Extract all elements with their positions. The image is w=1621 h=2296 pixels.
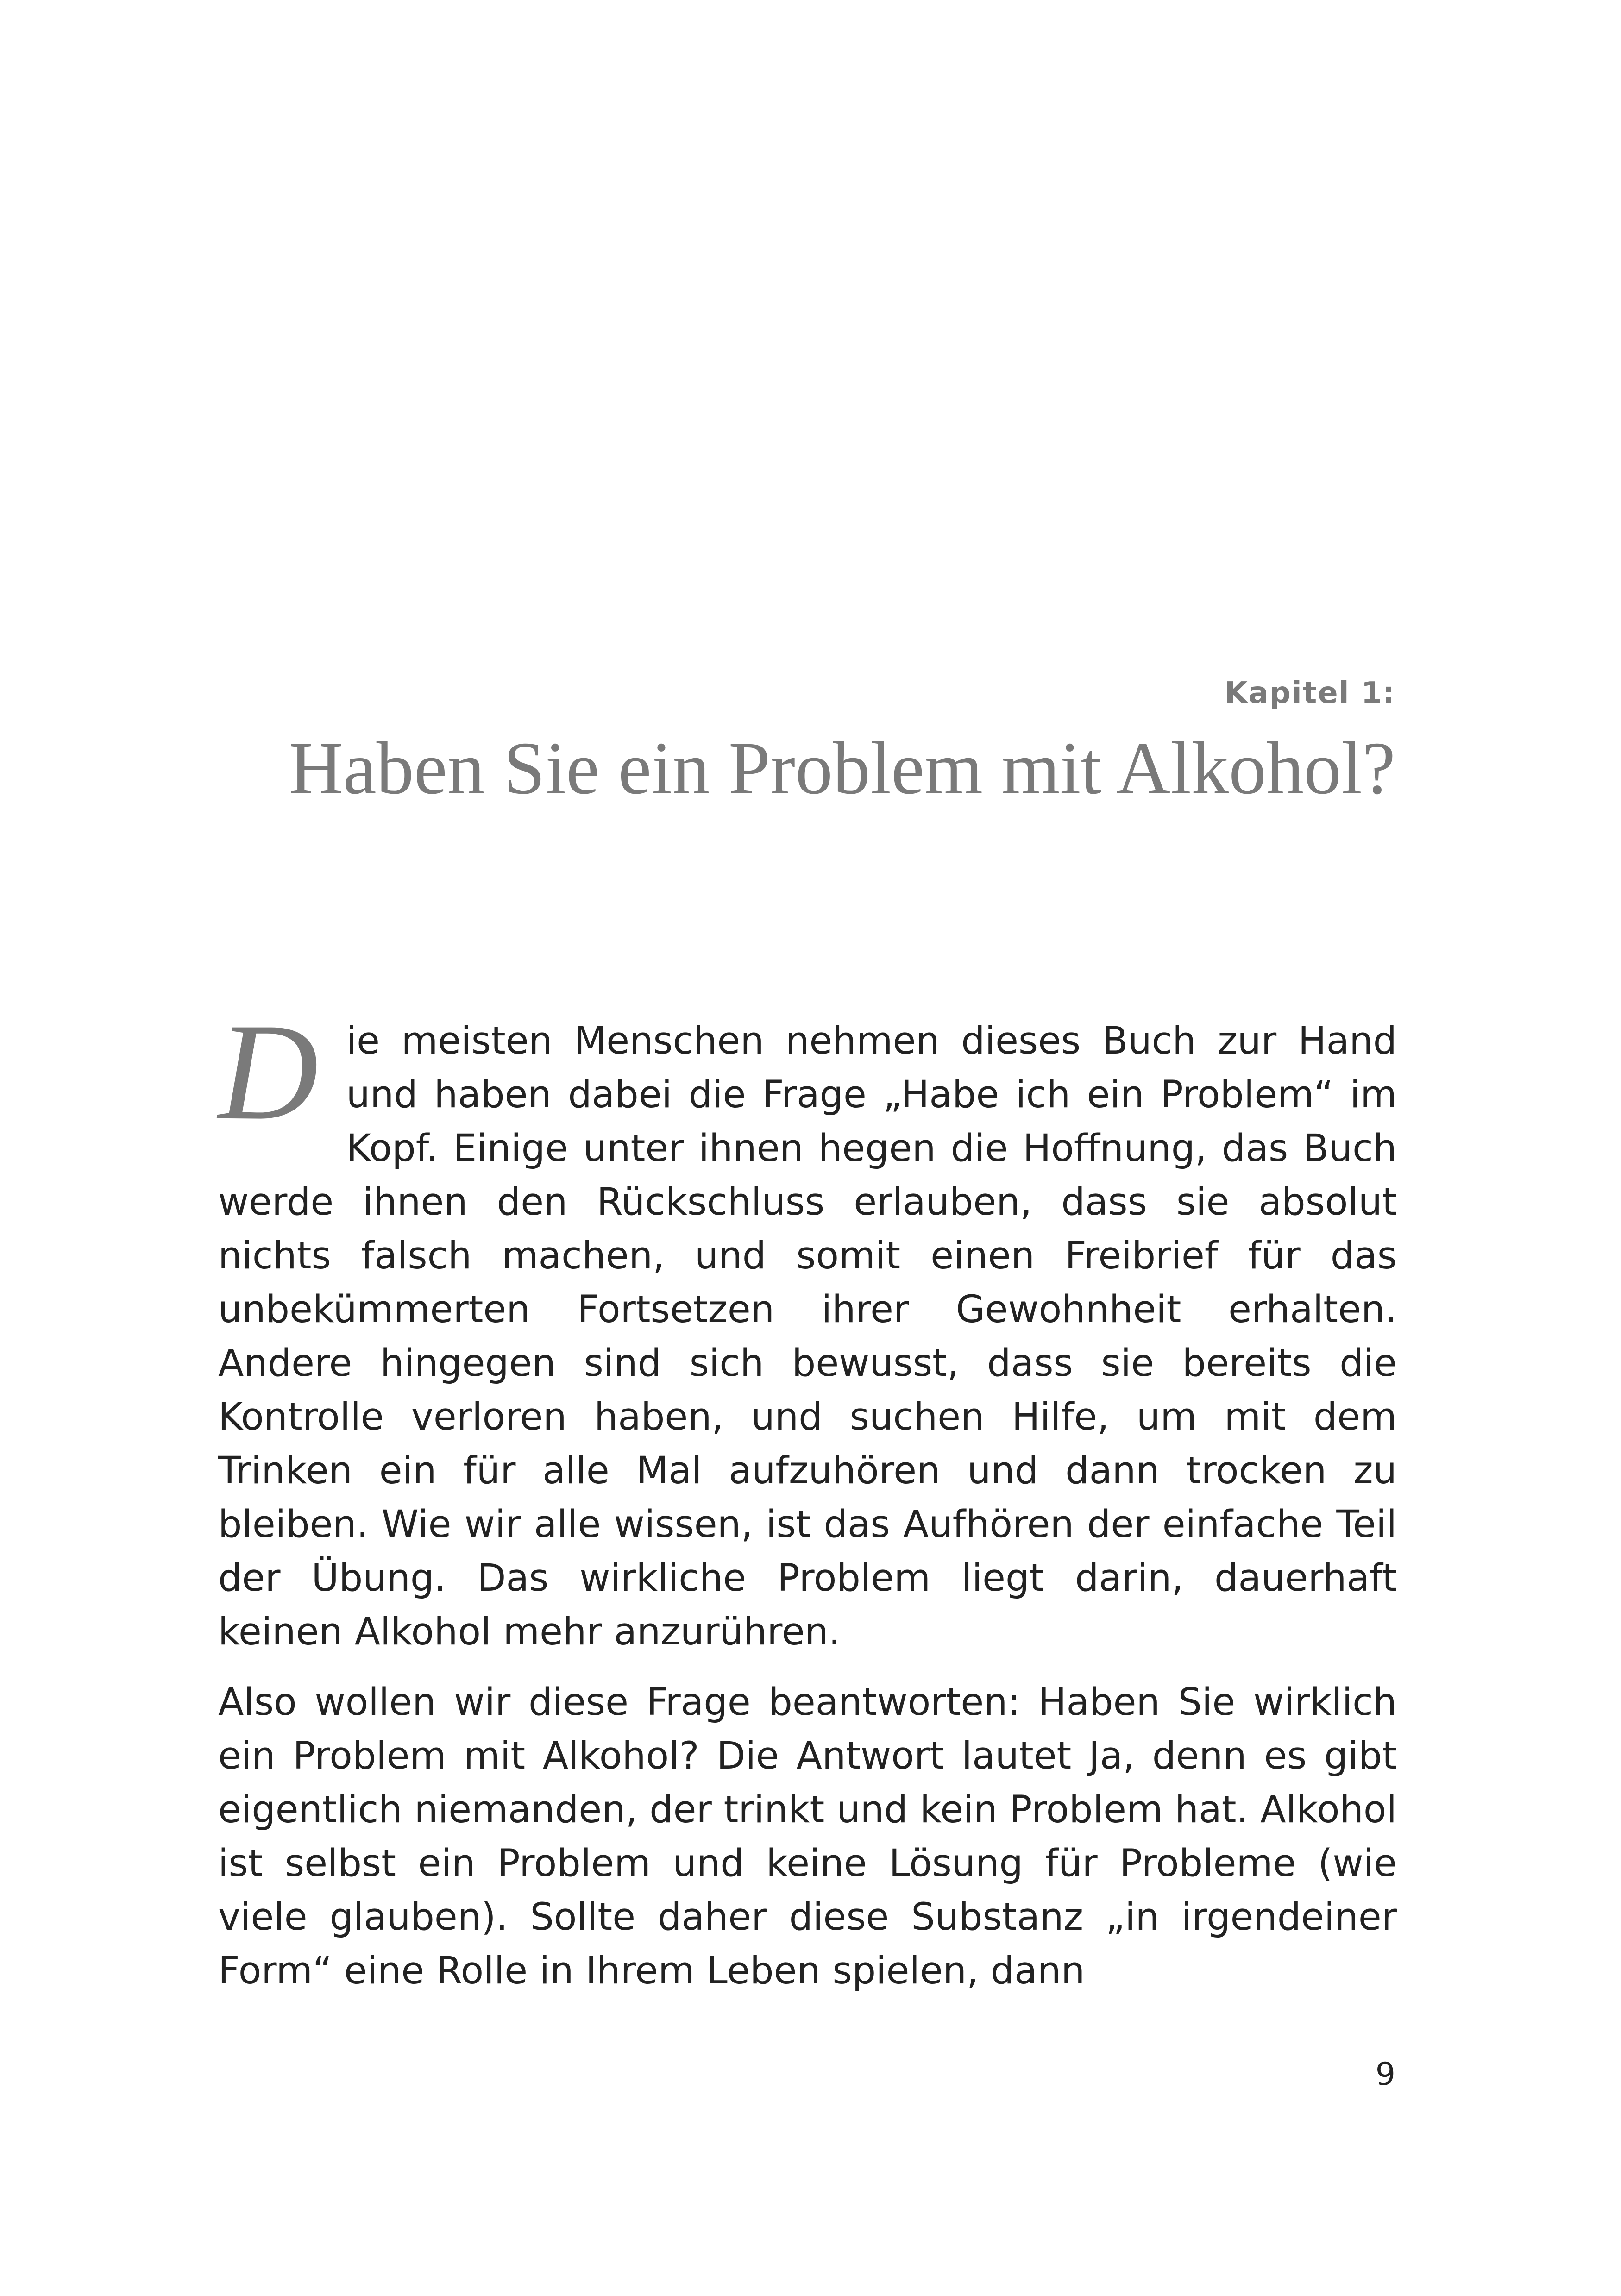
drop-cap: D (218, 995, 319, 1148)
paragraph-2-text: Also wollen wir diese Frage beantworten: Haben Sie wirklich ein Problem mit Alkohol? Die Antwort lautet Ja, denn es gibt eigentlich niemanden, der trinkt und kein Problem hat. Alkohol ist selbst ein Problem und keine Lösung für Probleme (wie viele glauben). Sollte daher diese Substanz „in irgendeiner Form“ eine Rolle in Ihrem Leben spielen, dann (218, 1681, 1397, 1993)
paragraph-1-text: ie meisten Menschen nehmen dieses Buch zur Hand und haben dabei die Frage „Habe ich ein Problem“ im Kopf. Einige unter ihnen hegen die Hoffnung, das Buch werde ihnen den Rückschluss erlauben, dass sie absolut nichts falsch machen, und somit einen Freibrief für das unbekümmerten Fortsetzen ihrer Gewohnheit erhalten. Andere hingegen sind sich bewusst, dass sie bereits die Kontrolle verloren haben, und suchen Hilfe, um mit dem Trinken ein für alle Mal aufzuhören und dann trocken zu bleiben. Wie wir alle wissen, ist das Aufhören der einfache Teil der Übung. Das wirkliche Problem liegt darin, dauerhaft keinen Alkohol mehr anzurühren. (218, 1019, 1397, 1654)
body-text (218, 995, 1397, 1998)
chapter-title: Haben Sie ein Problem mit Alkohol? (289, 727, 1395, 810)
paragraph-1 (218, 995, 1397, 1659)
chapter-label: Kapitel 1: (1225, 676, 1395, 710)
paragraph-2 (218, 1675, 1397, 1998)
page-number: 9 (1375, 2056, 1395, 2093)
